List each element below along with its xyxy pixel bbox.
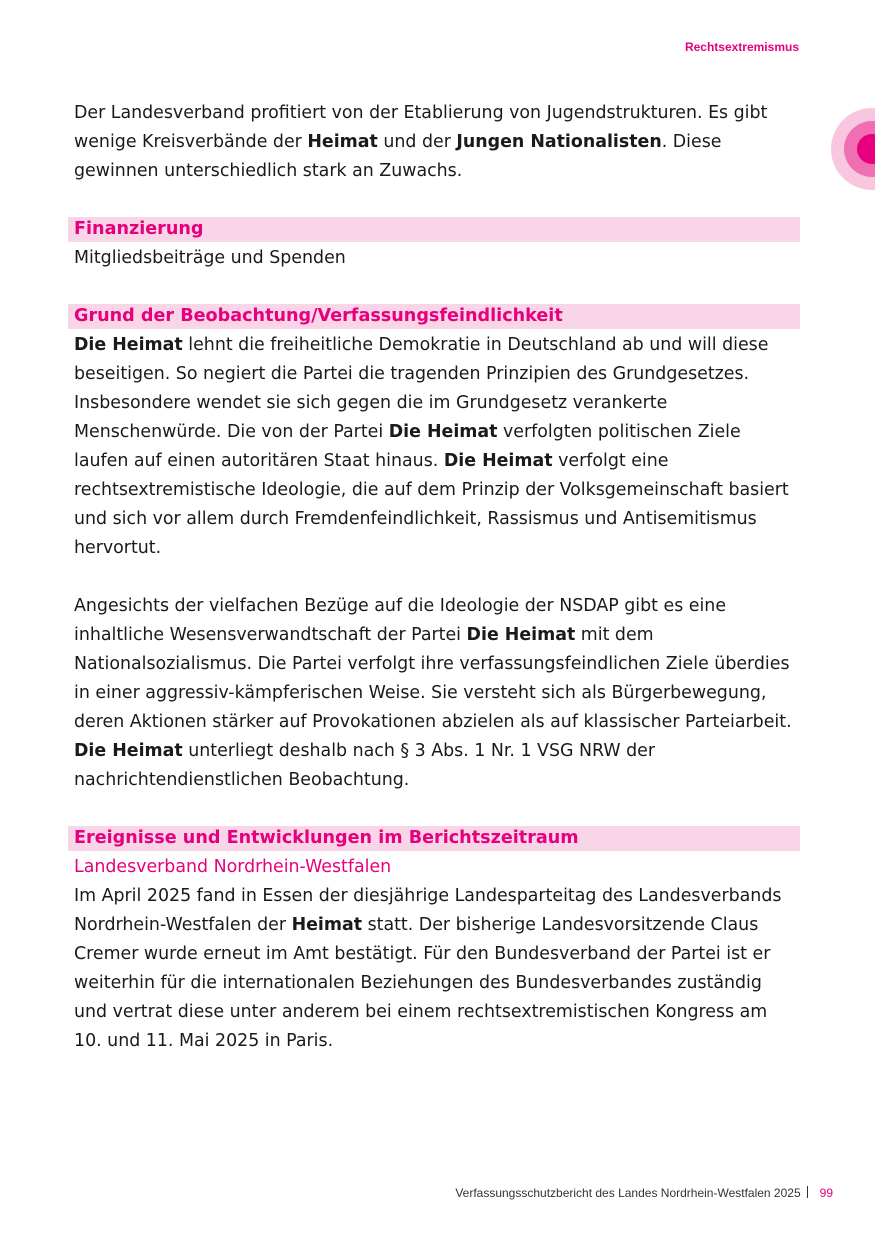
paragraph-text: Im April 2025 fand in Essen der diesjährige Landesparteitag des Landesverbands Nordrhein-Westfalen der — [74, 886, 782, 935]
section-heading-grund: Grund der Beobachtung/Verfassungsfeindlichkeit — [68, 304, 800, 329]
party-name-bold: Die Heimat — [443, 451, 553, 471]
intro-text: Der Landesverband profitiert von der Etablierung von Jugendstrukturen. Es gibt wenige Kreisverbände der — [74, 103, 768, 152]
finanzierung-text: Mitgliedsbeiträge und Spenden — [74, 248, 346, 268]
page-number: 99 — [819, 1186, 833, 1200]
page-footer — [455, 1186, 833, 1200]
grund-paragraph-2 — [74, 592, 800, 795]
ereignisse-paragraph — [74, 882, 800, 1056]
grund-paragraph-1 — [74, 331, 800, 563]
intro-bold: Heimat — [307, 132, 378, 152]
main-content — [74, 99, 800, 1056]
party-name-bold: Die Heimat — [388, 422, 498, 442]
party-name-bold: Die Heimat — [74, 335, 183, 355]
subheading-landesverband: Landesverband Nordrhein-Westfalen — [74, 857, 392, 877]
chapter-tab-marker — [831, 108, 875, 190]
footer-publication-title: Verfassungsschutzbericht des Landes Nordrhein-Westfalen 2025 — [455, 1186, 801, 1200]
paragraph-text: verfolgt eine rechtsextremistische Ideologie, die auf dem Prinzip der Volksgemeinschaft basiert und sich vor allem durch Fremdenfeindlichkeit, Rassismus und Antisemitismus hervortut. — [74, 451, 789, 558]
running-title: Rechtsextremismus — [684, 40, 799, 54]
section-heading-ereignisse: Ereignisse und Entwicklungen im Berichtszeitraum — [68, 826, 800, 851]
intro-text: und der — [377, 132, 457, 152]
party-name-bold: Die Heimat — [74, 741, 183, 761]
paragraph-text: mit dem Nationalsozialismus. Die Partei verfolgt ihre verfassungsfeindlichen Ziele überdies in einer aggressiv-kämpferischen Weise. Sie versteht sich als Bürgerbewegung, deren Aktionen stärker auf Provokationen abzielen als auf klassischer Parteiarbeit. — [74, 625, 792, 732]
paragraph-text: Angesichts der vielfachen Bezüge auf die Ideologie der NSDAP gibt es eine inhaltliche Wesensverwandtschaft der Partei — [74, 596, 727, 645]
paragraph-text: verfolgten politischen Ziele laufen auf einen autoritären Staat hinaus. — [74, 422, 741, 471]
party-name-bold: Heimat — [291, 915, 363, 935]
intro-paragraph — [74, 99, 800, 186]
section-heading-finanzierung: Finanzierung — [68, 217, 800, 242]
paragraph-text: lehnt die freiheitliche Demokratie in Deutschland ab und will diese beseitigen. So negiert die Partei die tragenden Prinzipien des Grundgesetzes. Insbesondere wendet sie sich gegen die im Grundgesetz verankerte Menschenwürde. Die von der Partei — [74, 335, 769, 442]
intro-text: . Diese gewinnen unterschiedlich stark an Zuwachs. — [74, 132, 722, 181]
intro-bold: Jungen Nationalisten — [456, 132, 662, 152]
footer-divider — [807, 1186, 808, 1198]
party-name-bold: Die Heimat — [466, 625, 576, 645]
paragraph-text: statt. Der bisherige Landesvorsitzende Claus Cremer wurde erneut im Amt bestätigt. Für den Bundesverband der Partei ist er weiterhin für die internationalen Beziehungen des Bundesverbandes zuständig und vertrat diese unter anderem bei einem rechtsextremistischen Kongress am 10. und 11. Mai 2025 in Paris. — [74, 915, 771, 1051]
paragraph-text: unterliegt deshalb nach § 3 Abs. 1 Nr. 1 VSG NRW der nachrichtendienstlichen Beobachtung. — [74, 741, 655, 790]
